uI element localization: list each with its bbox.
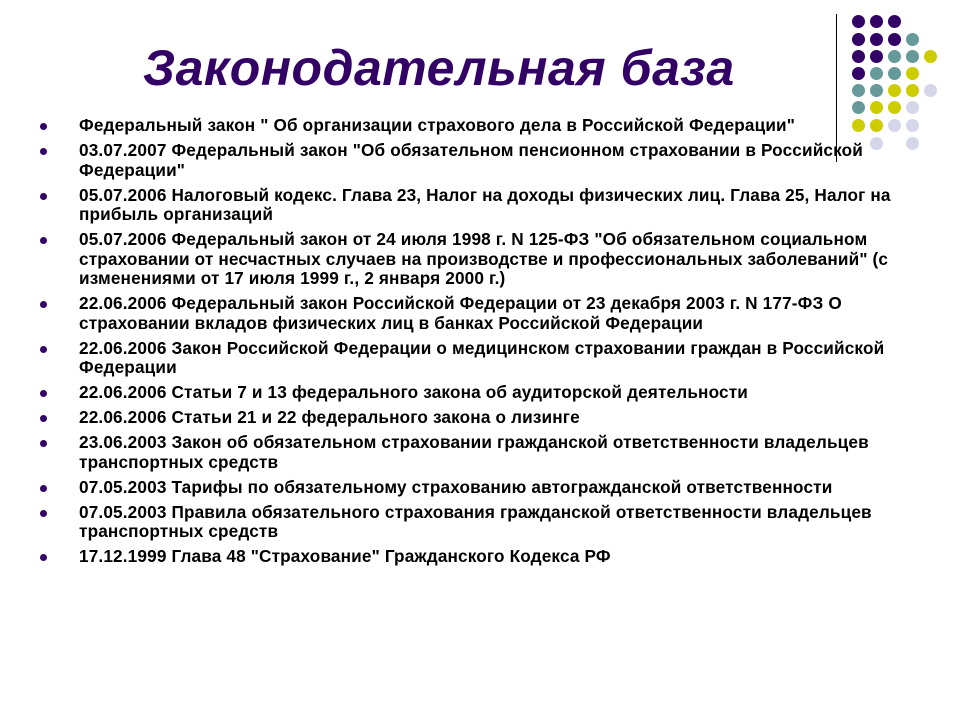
- legislation-list: [40, 116, 945, 572]
- bullet-icon: [40, 440, 47, 447]
- list-item: [40, 339, 945, 378]
- list-item: [40, 141, 945, 180]
- bullet-icon: [40, 390, 47, 397]
- bullet-icon: [40, 301, 47, 308]
- dot-icon: [906, 33, 919, 46]
- slide-title: Законодательная база: [143, 40, 735, 96]
- list-item: [40, 186, 945, 225]
- list-item-text: 22.06.2006 Статьи 7 и 13 федерального закона об аудиторской деятельности: [79, 382, 748, 402]
- dot-icon: [852, 50, 865, 63]
- list-item-text: 03.07.2007 Федеральный закон "Об обязательном пенсионном страховании в Российской Федерации": [79, 140, 864, 180]
- bullet-icon: [40, 346, 47, 353]
- list-item-text: 17.12.1999 Глава 48 "Страхование" Гражданского Кодекса РФ: [79, 546, 611, 566]
- bullet-icon: [40, 554, 47, 561]
- bullet-icon: [40, 415, 47, 422]
- list-item: [40, 116, 945, 136]
- bullet-icon: [40, 510, 47, 517]
- list-item-text: Федеральный закон " Об организации страхового дела в Российской Федерации": [79, 115, 796, 135]
- list-item: [40, 503, 945, 542]
- list-item-text: 22.06.2006 Закон Российской Федерации о медицинском страховании граждан в Российской Федерации: [79, 337, 885, 377]
- dot-icon: [870, 15, 883, 28]
- dot-icon: [888, 33, 901, 46]
- dot-icon: [924, 50, 937, 63]
- list-item-text: 05.07.2006 Налоговый кодекс. Глава 23, Налог на доходы физических лиц. Глава 25, Налог на прибыль организаций: [79, 184, 891, 224]
- dot-icon: [888, 84, 901, 97]
- dot-icon: [870, 33, 883, 46]
- dot-icon: [852, 15, 865, 28]
- dot-icon: [906, 101, 919, 114]
- dot-icon: [888, 50, 901, 63]
- list-item: [40, 230, 945, 289]
- bullet-icon: [40, 123, 47, 130]
- dot-icon: [870, 101, 883, 114]
- dot-icon: [906, 84, 919, 97]
- bullet-icon: [40, 485, 47, 492]
- list-item-text: 07.05.2003 Правила обязательного страхования гражданской ответственности владельцев транспортных средств: [79, 501, 872, 541]
- list-item: [40, 294, 945, 333]
- dot-icon: [888, 67, 901, 80]
- list-item-text: 22.06.2006 Статьи 21 и 22 федерального закона о лизинге: [79, 407, 580, 427]
- dot-icon: [888, 15, 901, 28]
- list-item: [40, 433, 945, 472]
- list-item: [40, 547, 945, 567]
- bullet-icon: [40, 193, 47, 200]
- list-item: [40, 478, 945, 498]
- list-item: [40, 383, 945, 403]
- dot-icon: [906, 67, 919, 80]
- list-item-text: 22.06.2006 Федеральный закон Российской Федерации от 23 декабря 2003 г. N 177-ФЗ О страховании вкладов физических лиц в банках Российской Федерации: [79, 293, 842, 333]
- bullet-icon: [40, 237, 47, 244]
- dot-icon: [852, 33, 865, 46]
- dot-icon: [888, 101, 901, 114]
- dot-icon: [870, 50, 883, 63]
- dot-icon: [852, 84, 865, 97]
- list-item-text: 05.07.2006 Федеральный закон от 24 июля 1998 г. N 125-ФЗ "Об обязательном социальном страховании от несчастных случаев на производстве и профессиональных заболеваний" (с изменениями от 17 июля 1999 г., 2 января 2000 г.): [79, 229, 889, 288]
- dot-icon: [852, 67, 865, 80]
- dot-icon: [852, 101, 865, 114]
- dot-icon: [870, 67, 883, 80]
- dot-icon: [870, 84, 883, 97]
- list-item-text: 07.05.2003 Тарифы по обязательному страхованию автогражданской ответственности: [79, 476, 833, 497]
- dot-icon: [924, 84, 937, 97]
- dot-icon: [906, 50, 919, 63]
- list-item: [40, 408, 945, 428]
- list-item-text: 23.06.2003 Закон об обязательном страховании гражданской ответственности владельцев транспортных средств: [79, 432, 869, 472]
- bullet-icon: [40, 148, 47, 155]
